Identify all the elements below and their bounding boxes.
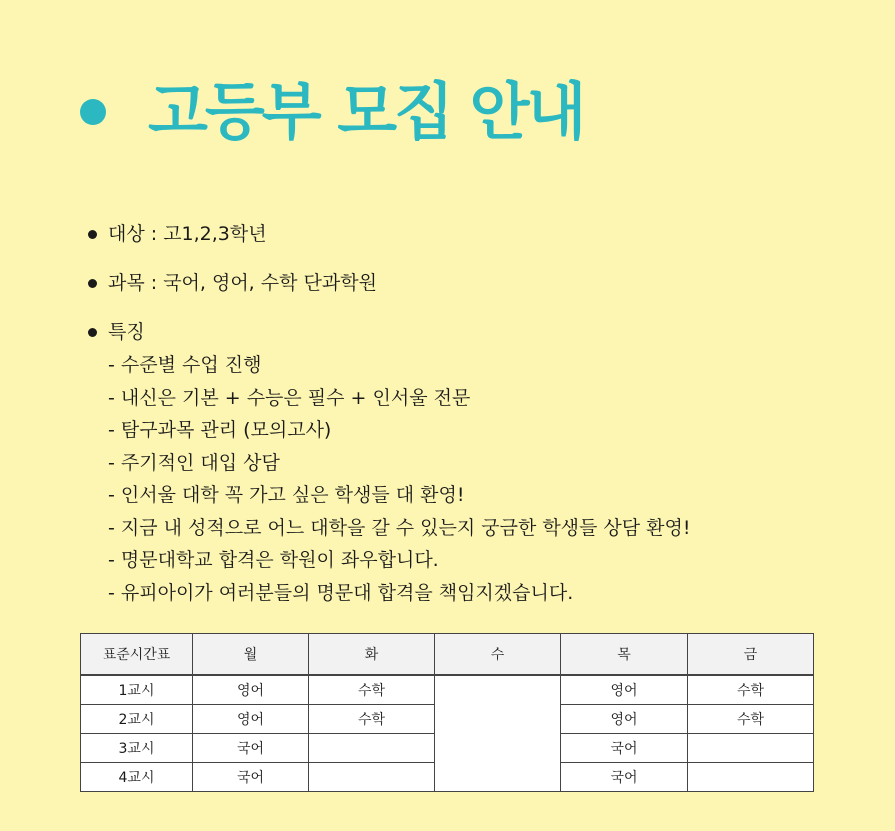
page-title: 고등부 모집 안내	[148, 75, 584, 148]
feature-item: - 내신은 기본 + 수능은 필수 + 인서울 전문	[108, 386, 471, 409]
header-fri: 금	[688, 634, 814, 676]
feature-item: - 주기적인 대입 상담	[108, 451, 280, 474]
bullet-icon	[88, 279, 97, 288]
fri-cell	[688, 734, 814, 763]
info-target	[86, 218, 876, 251]
header-wed: 수	[435, 634, 561, 676]
mon-cell: 국어	[193, 734, 309, 763]
info-subjects-text: 과목 : 국어, 영어, 수학 단과학원	[108, 272, 377, 294]
title-bullet-icon	[80, 99, 106, 125]
page-title-row	[80, 72, 583, 152]
bullet-icon	[88, 328, 97, 337]
fri-cell: 수학	[688, 675, 814, 705]
feature-item: - 수준별 수업 진행	[108, 354, 262, 376]
feature-item: - 유피아이가 여러분들의 명문대 합격을 책임지겠습니다.	[108, 581, 574, 604]
thu-cell: 영어	[561, 705, 688, 734]
feature-item: - 지금 내 성적으로 어느 대학을 갈 수 있는지 궁금한 학생들 상담 환영!	[108, 516, 691, 539]
header-tue: 화	[309, 634, 435, 676]
tue-cell	[309, 763, 435, 792]
thu-cell: 국어	[561, 734, 688, 763]
fri-cell: 수학	[688, 705, 814, 734]
period-cell: 3교시	[81, 734, 193, 763]
feature-item: - 탐구과목 관리 (모의고사)	[108, 419, 332, 441]
bullet-icon	[88, 230, 97, 239]
period-cell: 1교시	[81, 675, 193, 705]
tue-cell: 수학	[309, 705, 435, 734]
info-features	[86, 316, 876, 349]
period-cell: 2교시	[81, 705, 193, 734]
header-mon: 월	[193, 634, 309, 676]
info-section	[86, 218, 876, 609]
timetable	[80, 633, 814, 792]
feature-item: - 인서울 대학 꼭 가고 싶은 학생들 대 환영!	[108, 484, 465, 506]
fri-cell	[688, 763, 814, 792]
features-list	[108, 349, 876, 609]
timetable-header-row	[81, 634, 814, 676]
header-label: 표준시간표	[81, 634, 193, 676]
feature-item: - 명문대학교 합격은 학원이 좌우합니다.	[108, 549, 439, 571]
mon-cell: 영어	[193, 675, 309, 705]
thu-cell: 영어	[561, 675, 688, 705]
wed-cell	[435, 675, 561, 792]
thu-cell: 국어	[561, 763, 688, 792]
info-features-text: 특징	[108, 321, 145, 343]
table-row	[81, 675, 814, 705]
info-target-text: 대상 : 고1,2,3학년	[108, 223, 267, 245]
tue-cell	[309, 734, 435, 763]
mon-cell: 영어	[193, 705, 309, 734]
info-subjects	[86, 267, 876, 300]
header-thu: 목	[561, 634, 688, 676]
tue-cell: 수학	[309, 675, 435, 705]
period-cell: 4교시	[81, 763, 193, 792]
mon-cell: 국어	[193, 763, 309, 792]
